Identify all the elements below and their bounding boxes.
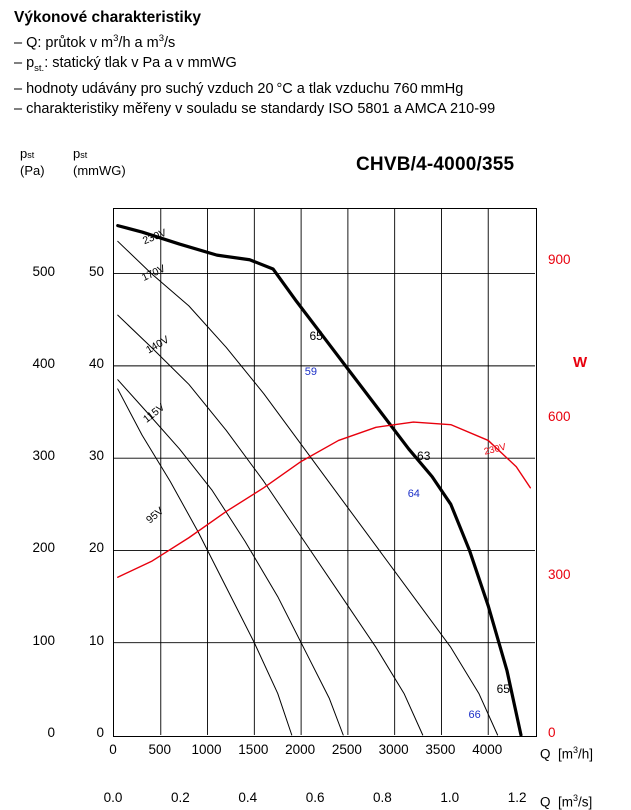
sound-level-annotation: 59 <box>304 366 318 379</box>
axis-tick: 2000 <box>285 742 316 757</box>
y-axis-right-caption: W <box>573 354 588 371</box>
header-line-3: – hodnoty udávány pro suchý vzduch 20 °C a tlak vzduchu 760 mmHg <box>14 80 464 97</box>
axis-tick: 1.0 <box>440 790 460 805</box>
x-axis-bottom-caption: Q $[m^3/s]$ <box>540 793 593 810</box>
voltage-curve-label: 140V <box>143 334 172 357</box>
axis-tick: 2500 <box>331 742 362 757</box>
x-axis-top-caption: Q $[m^3/h]$ <box>540 745 594 762</box>
axis-tick: 1000 <box>191 742 222 757</box>
voltage-curve-label: 170V <box>140 262 168 284</box>
sound-level-annotation: 63 <box>417 449 431 464</box>
chart-model-title: CHVB/4-4000/355 <box>356 154 515 175</box>
axis-tick: 0.2 <box>170 790 190 805</box>
voltage-curve-label: 230V <box>141 226 169 247</box>
axis-tick: 3500 <box>425 742 456 757</box>
axis-tick: 0 <box>96 725 104 740</box>
axis-tick: 600 <box>548 409 571 425</box>
sound-level-annotation: 64 <box>407 487 420 500</box>
axis-tick: 0 <box>47 725 55 740</box>
axis-tick: 30 <box>88 448 104 464</box>
plot-area <box>113 208 537 737</box>
axis-tick: 100 <box>32 632 55 648</box>
page-title: Výkonové charakteristiky <box>14 9 201 26</box>
voltage-curve-label: 95V <box>143 505 166 527</box>
header-line-4: – charakteristiky měřeny v souladu se standardy ISO 5801 a AMCA 210-99 <box>14 100 496 117</box>
axis-tick: 900 <box>548 251 571 267</box>
performance-chart <box>0 132 631 810</box>
axis-tick: 10 <box>88 632 104 648</box>
header-block <box>14 8 614 119</box>
axis-tick: 0.0 <box>103 790 123 805</box>
axis-tick: 400 <box>32 355 55 371</box>
axis-tick: 0 <box>109 742 117 757</box>
sound-level-annotation: 65 <box>309 329 323 344</box>
sound-level-annotation: 65 <box>496 681 510 696</box>
axis-tick: 0 <box>548 725 556 740</box>
axis-tick: 300 <box>32 448 55 464</box>
axis-tick: 500 <box>32 263 55 279</box>
sound-level-annotation: 66 <box>468 709 481 722</box>
axis-tick: 0.8 <box>373 790 392 805</box>
power-curve-label: 230V <box>482 441 507 459</box>
axis-tick: 500 <box>148 742 172 757</box>
y-axis-mid-caption: pst (mmWG) <box>73 146 126 178</box>
axis-tick: 200 <box>32 540 55 556</box>
voltage-curve-label: 115V <box>141 401 168 426</box>
axis-tick: 1.2 <box>507 790 527 805</box>
header-line-1: – Q: průtok v $m^3/h$ a $m^3/s$ <box>14 33 176 51</box>
axis-tick: 4000 <box>472 742 503 757</box>
axis-tick: 300 <box>548 567 571 583</box>
y-axis-left-caption: pst (Pa) <box>20 146 45 178</box>
axis-tick: 40 <box>88 355 104 371</box>
header-line-2: – $p_{st.}$: statický tlak v Pa a v mmWG <box>14 54 237 74</box>
axis-tick: 20 <box>88 540 104 556</box>
axis-tick: 50 <box>88 263 104 279</box>
axis-tick: 0.6 <box>305 790 325 805</box>
axis-tick: 3000 <box>378 742 409 757</box>
axis-tick: 1500 <box>238 742 269 757</box>
axis-tick: 0.4 <box>238 790 258 805</box>
chart-graphics <box>114 209 535 735</box>
